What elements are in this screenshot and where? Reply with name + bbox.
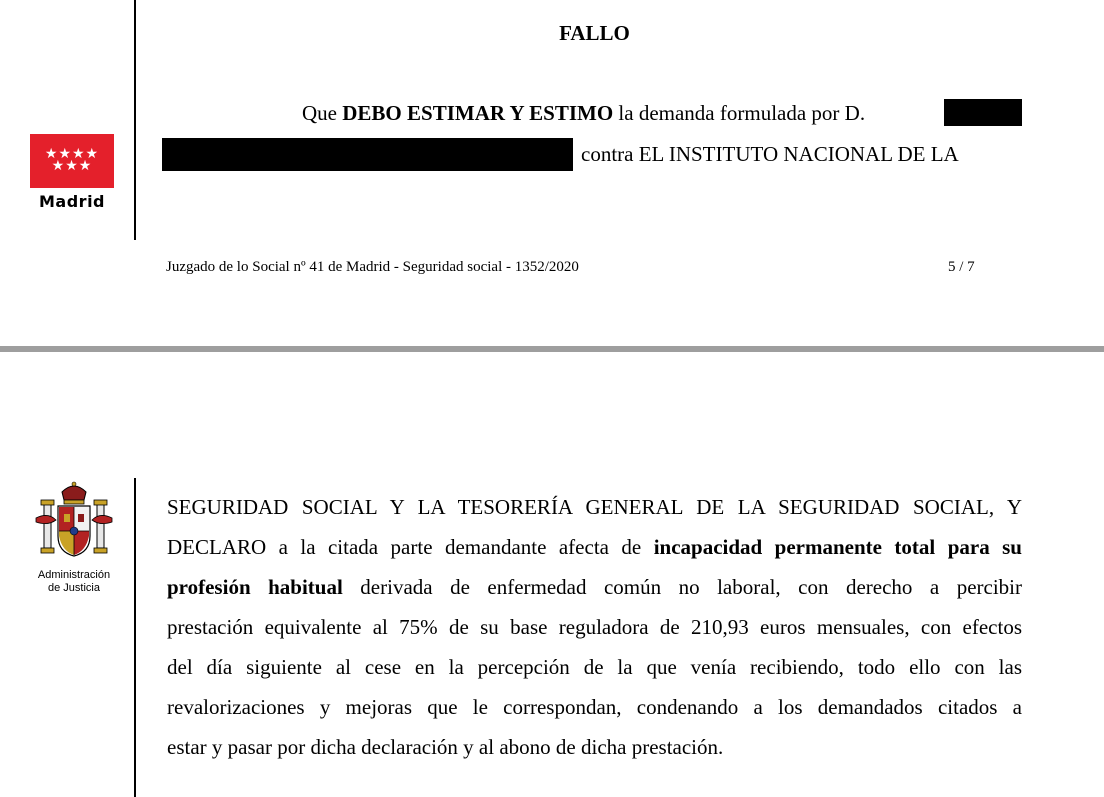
caption-line-1: Administración <box>37 569 111 581</box>
paragraph-line: estar y pasar por dicha declaración y al abono de dicha prestación. <box>167 735 724 759</box>
paragraph-line: SEGURIDAD SOCIAL Y LA TESORERÍA GENERAL DE LA SEGURIDAD SOCIAL, Y <box>167 495 1022 519</box>
madrid-flag-icon <box>30 134 114 188</box>
stars-row-1: ★★★★ <box>44 146 100 162</box>
text-bold: incapacidad permanente total para su <box>653 535 1022 559</box>
madrid-logo <box>30 134 114 211</box>
text-line-2: contra EL INSTITUTO NACIONAL DE LA <box>581 142 959 166</box>
justice-emblem <box>26 478 122 595</box>
text-rest: la demanda formulada por D. <box>613 101 866 125</box>
text-bold: profesión habitual <box>167 575 343 599</box>
coat-of-arms-icon <box>26 478 122 560</box>
page-number: 5 / 7 <box>948 259 975 275</box>
paragraph-line: del día siguiente al cese en la percepción de la que venía recibiendo, todo ello con las <box>167 655 1022 679</box>
stars-row-2: ★★★ <box>51 158 93 174</box>
paragraph-line <box>167 567 1022 607</box>
ruling-paragraph <box>167 487 1022 767</box>
logo-name: Madrid <box>39 192 105 211</box>
redaction-block <box>944 99 1022 126</box>
margin-rule <box>134 478 136 797</box>
text-bold: DEBO ESTIMAR Y ESTIMO <box>342 101 614 125</box>
text-span: derivada de enfermedad común no laboral, con derecho a percibir <box>342 575 1022 599</box>
paragraph-line: revalorizaciones y mejoras que le correspondan, condenando a los demandados citados a <box>167 695 1022 719</box>
redaction-block <box>162 138 573 171</box>
caption-line-2: de Justicia <box>48 582 100 594</box>
emblem-caption <box>26 569 122 595</box>
court-reference: Juzgado de lo Social nº 41 de Madrid - Seguridad social - 1352/2020 <box>166 259 579 275</box>
paragraph-line: prestación equivalente al 75% de su base reguladora de 210,93 euros mensuales, con efectos <box>167 615 1022 639</box>
paragraph-line <box>167 527 1022 567</box>
text-line-1 <box>302 100 865 126</box>
section-heading: FALLO <box>559 21 630 45</box>
text-span: DECLARO a la citada parte demandante afecta de <box>167 535 654 559</box>
document-page-top <box>0 0 1104 346</box>
text-lead: Que <box>302 101 343 125</box>
